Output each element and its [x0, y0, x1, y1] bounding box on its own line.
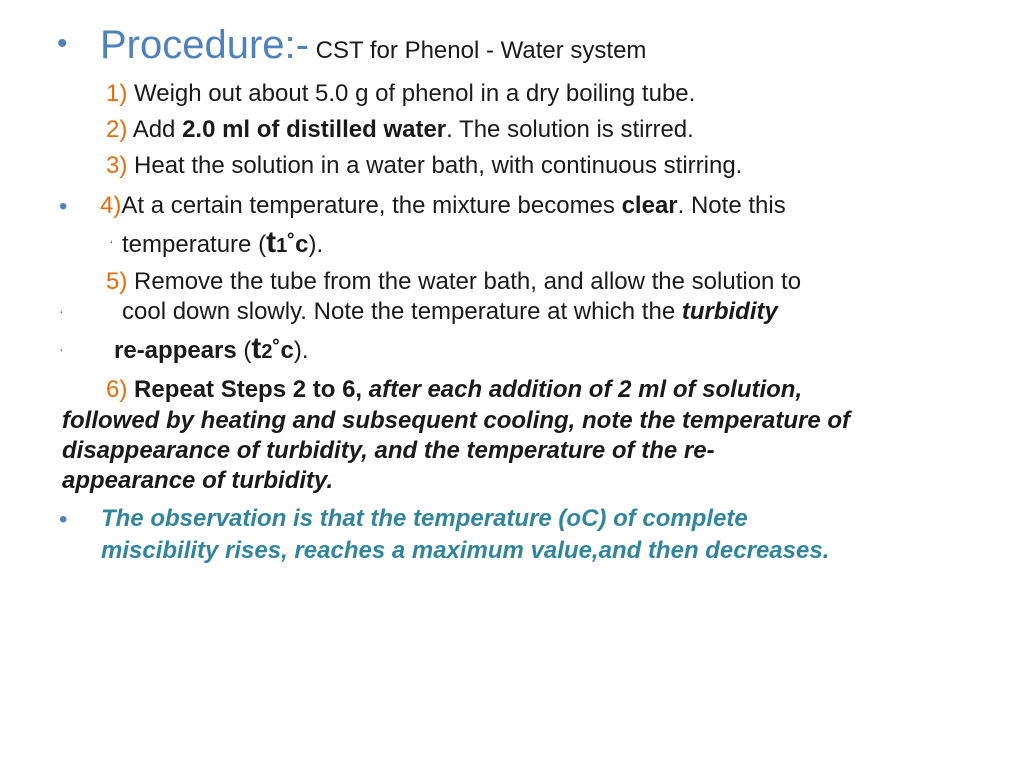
step-1-number: 1) [106, 80, 128, 107]
step-6-number: 6) [106, 376, 128, 403]
step-2-number: 2) [106, 116, 128, 143]
step-4-cont [122, 226, 323, 263]
step-5-t: t [251, 332, 262, 365]
step-5-sub: 2 [261, 341, 273, 363]
step-6-line-1: after each addition of 2 ml of solution, [368, 376, 803, 403]
title-bullet: • [57, 27, 68, 60]
step-5-deg: ˚c [272, 337, 294, 364]
step-3-number: 3) [106, 152, 128, 179]
step-4-pre: At a certain temperature, the mixture becomes [121, 192, 615, 219]
step-3 [106, 152, 742, 180]
step-4-cont-pre: temperature ( [122, 231, 267, 258]
step-2-pre: Add [132, 116, 176, 143]
observation-line-1: The observation is that the temperature (oC) of complete [101, 505, 748, 532]
step-2-post: . The solution is stirred. [446, 116, 694, 143]
step-4-bold: clear [621, 192, 678, 219]
step-2 [106, 116, 694, 144]
step-5-reappears: re-appears [114, 337, 237, 364]
step-3-text: Heat the solution in a water bath, with continuous stirring. [134, 152, 743, 179]
step-5-cont2-pre: ( [236, 337, 252, 364]
step-5 [106, 268, 801, 296]
step-2-bold: 2.0 ml of distilled water [182, 116, 447, 143]
step-4-tick: ‘ [110, 238, 113, 252]
step-5-cont2-post: ). [293, 337, 309, 364]
slide-title [100, 23, 646, 73]
step-6-bold: Repeat Steps 2 to 6, [134, 376, 363, 403]
step-1 [106, 80, 695, 108]
step-5-text: Remove the tube from the water bath, and allow the solution to [134, 268, 802, 295]
step-4-bullet: • [59, 193, 68, 220]
step-4-post: . Note this [677, 192, 786, 219]
step-5-number: 5) [106, 268, 128, 295]
title-sub: CST for Phenol - Water system [315, 37, 647, 64]
step-4-deg: ˚c [287, 231, 309, 258]
step-5-tick-2: ‘ [60, 346, 63, 360]
step-4-cont-post: ). [308, 231, 324, 258]
step-4-sub: 1 [276, 235, 288, 257]
step-5-turbidity: turbidity [681, 298, 778, 325]
title-main: Procedure:- [100, 23, 309, 67]
step-6-line-4: appearance of turbidity. [62, 467, 334, 494]
step-5-tick-1: ‘ [60, 308, 63, 322]
step-6-line-2: followed by heating and subsequent cooling, note the temperature of [62, 407, 851, 434]
observation-line-2: miscibility rises, reaches a maximum value,and then decreases. [101, 537, 830, 564]
step-5-cont: cool down slowly. Note the temperature at which the [122, 298, 676, 325]
step-5-cont-1 [122, 298, 778, 326]
step-6 [106, 376, 802, 404]
step-1-text: Weigh out about 5.0 g of phenol in a dry boiling tube. [134, 80, 696, 107]
step-6-line-3: disappearance of turbidity, and the temperature of the re- [62, 437, 715, 464]
step-4-t: t [266, 226, 277, 259]
step-5-cont-2 [114, 332, 309, 369]
observation-bullet: • [59, 506, 68, 533]
step-4 [100, 192, 786, 220]
step-4-number: 4) [100, 192, 122, 219]
